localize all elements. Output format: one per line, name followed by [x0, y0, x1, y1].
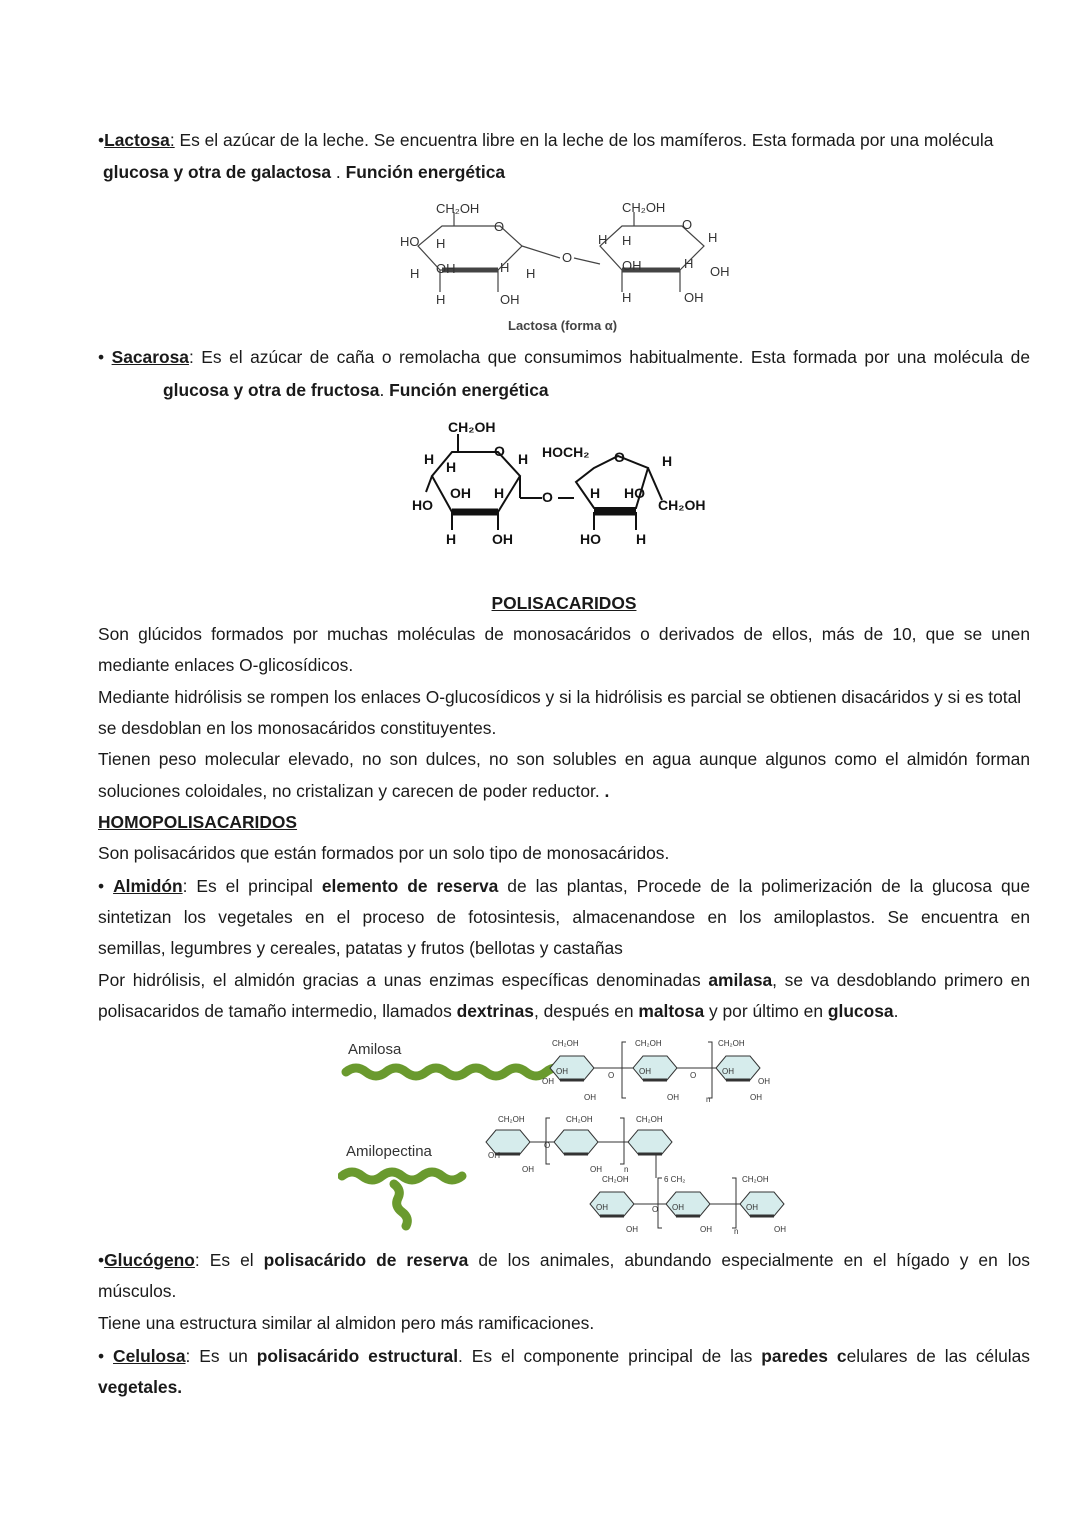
colon: : [169, 130, 175, 150]
colon: : [188, 347, 194, 367]
period: . [604, 781, 610, 801]
lac-oh-4: OH [710, 264, 730, 279]
lactosa-function: Función energética [345, 162, 506, 182]
separator: . [379, 380, 390, 400]
dextrinas: dextrinas [456, 1001, 534, 1021]
lac-ch2oh-1: CH₂OH [436, 201, 480, 216]
sacarosa-text: Es el azúcar de caña o remolacha que consumimos habitualmente. Esta formada por una molécula de [193, 347, 1030, 367]
lactosa-term: Lactosa [104, 130, 170, 150]
almidon-line-3: semillas, legumbres y cereales, patatas y frutos (bellotas y castañas [98, 938, 623, 958]
am-oh-1: OH [556, 1067, 568, 1076]
lac-o-bridge: O [562, 250, 573, 265]
almidon-line-5 [98, 996, 1030, 1027]
celulosa-term: Celulosa [113, 1346, 186, 1366]
sacarosa-function: Función energética [389, 380, 549, 400]
polisacaridos-p2-l2: se desdoblan en los monosacáridos constituyentes. [98, 718, 497, 738]
lac-oh-5: OH [684, 290, 704, 305]
lac-h-4: H [526, 266, 536, 281]
homopolisacaridos-intro: Son polisacáridos que están formados por un solo tipo de monosacáridos. [98, 843, 670, 863]
lactose-structure [390, 194, 750, 340]
text: : Es el principal [182, 876, 322, 896]
ap-oh-6: OH [746, 1203, 758, 1212]
text: elulares de las células [846, 1346, 1030, 1366]
am-oh-6: OH [667, 1093, 679, 1102]
ap-n-2: n [734, 1227, 739, 1236]
bullet: • [98, 1346, 105, 1366]
ap-o-2: O [652, 1205, 659, 1214]
sac-h-8: H [636, 531, 647, 547]
bullet: • [98, 1250, 105, 1270]
sacarosa-line-2 [163, 375, 1080, 406]
am-oh-2: OH [639, 1067, 651, 1076]
lac-oh-1: OH [436, 261, 456, 276]
sucrose-structure [408, 412, 718, 552]
ap-o-1: O [544, 1141, 551, 1150]
text: de las plantas, Procede de la polimerización de la glucosa que [498, 876, 1030, 896]
amilopectina-helix [342, 1172, 462, 1226]
text: polisacaridos de tamaño intermedio, llamados [98, 1001, 457, 1021]
amilosa-helix [346, 1068, 566, 1076]
starch-figure [338, 1034, 808, 1238]
lactosa-line-2 [103, 157, 1035, 188]
lac-oh-3: OH [622, 258, 642, 273]
maltosa: maltosa [638, 1001, 705, 1021]
lac-o-2: O [682, 217, 693, 232]
lac-h-1: H [436, 236, 446, 251]
glucogeno-line-1 [98, 1245, 1030, 1276]
homopolisacaridos-heading-wrap [98, 807, 1030, 838]
polisacaridos-p1-l1: Son glúcidos formados por muchas moléculas de monosacáridos o derivados de ellos, más de 10, que se unen [98, 624, 1030, 644]
ap-oh-3: OH [590, 1165, 602, 1174]
sac-o-1: O [494, 443, 505, 459]
ap-oh-5: OH [672, 1203, 684, 1212]
almidon-line-1 [98, 871, 1030, 902]
am-oh-3: OH [722, 1067, 734, 1076]
am-n: n [706, 1095, 711, 1104]
am-o-1: O [608, 1071, 615, 1080]
text: , se va desdoblando primero en [772, 970, 1031, 990]
lac-h-10: H [622, 290, 632, 305]
am-o-2: O [690, 1071, 697, 1080]
polisacaridos-p1-l2: mediante enlaces O-glicosídicos. [98, 655, 354, 675]
lac-ho-1: HO [400, 234, 420, 249]
ap-oh-4: OH [596, 1203, 608, 1212]
text: , después en [533, 1001, 639, 1021]
sac-hoch2: HOCH₂ [542, 444, 590, 460]
sac-h-6: H [662, 453, 673, 469]
vegetales: vegetales. [98, 1377, 183, 1397]
sac-h-1: H [424, 451, 435, 467]
sac-oh-1: OH [450, 485, 471, 501]
glucogeno-term: Glucógeno [104, 1250, 195, 1270]
text: : Es un [185, 1346, 257, 1366]
homopolisacaridos-heading: HOMOPOLISACARIDOS [98, 812, 298, 832]
ap-ch2oh-1: CH₂OH [498, 1115, 525, 1124]
almidon-line-2: sintetizan los vegetales en el proceso de fotosintesis, almacenandose en los amiloplastos. Se encuentra en [98, 907, 1030, 927]
am-ch2oh-3: CH₂OH [718, 1039, 745, 1048]
lactosa-text: Es el azúcar de la leche. Se encuentra libre en la leche de los mamíferos. Esta formada por una molécula [174, 130, 994, 150]
ap-oh-1: OH [488, 1151, 500, 1160]
polisacaridos-p3-l2 [98, 776, 1030, 807]
text: : Es el [194, 1250, 264, 1270]
am-oh-4: OH [542, 1077, 554, 1086]
lac-h-7: H [622, 233, 632, 248]
celulosa-line-2 [98, 1372, 1030, 1403]
bullet: • [98, 347, 105, 367]
sac-oh-2: OH [492, 531, 513, 547]
ap-oh-7: OH [626, 1225, 638, 1234]
lac-ch2oh-2: CH₂OH [622, 200, 666, 215]
am-oh-7: OH [750, 1093, 762, 1102]
polisacaridos-p2-l1: Mediante hidrólisis se rompen los enlaces O-glucosídicos y si la hidrólisis es parcial se obtienen disacáridos y si es total [98, 687, 1022, 707]
paredes: paredes c [761, 1346, 847, 1366]
ap-oh-9: OH [774, 1225, 786, 1234]
ap-ch2oh-2: CH₂OH [566, 1115, 593, 1124]
sac-o-bridge: O [542, 489, 553, 505]
sac-ch2oh-2: CH₂OH [658, 497, 706, 513]
sac-o-2: O [614, 449, 625, 465]
sac-h-4: H [494, 485, 505, 501]
lac-h-5: H [436, 292, 446, 307]
sacarosa-composition: glucosa y otra de fructosa [163, 380, 380, 400]
lac-h-6: H [598, 232, 608, 247]
bullet: • [98, 876, 105, 896]
am-oh-5: OH [584, 1093, 596, 1102]
am-ch2oh-1: CH₂OH [552, 1039, 579, 1048]
polisacaridos-p3-l1: Tienen peso molecular elevado, no son dulces, no son solubles en agua aunque algunos como el almidón forman [98, 749, 1030, 769]
sac-h-2: H [446, 459, 457, 475]
ap-oh-2: OH [522, 1165, 534, 1174]
sac-h-3: H [518, 451, 529, 467]
glucosa: glucosa [827, 1001, 894, 1021]
sac-ch2oh: CH₂OH [448, 419, 496, 435]
celulosa-line-1 [98, 1341, 1030, 1372]
ap-6ch2: 6 CH₂ [664, 1175, 686, 1184]
amilopectina-label: Amilopectina [346, 1143, 432, 1160]
lac-h-3: H [500, 260, 510, 275]
lac-o-1: O [494, 219, 505, 234]
lac-h-8: H [708, 230, 718, 245]
period: . [893, 1001, 899, 1021]
sac-ho-1: HO [412, 497, 433, 513]
lac-oh-2: OH [500, 292, 520, 307]
ap-ch2oh-5: CH₂OH [742, 1175, 769, 1184]
sac-ho-3: HO [580, 531, 601, 547]
lac-h-9: H [684, 256, 694, 271]
text: . Es el componente principal de las [458, 1346, 762, 1366]
polisacaridos-p3-text: soluciones coloidales, no cristalizan y carecen de poder reductor. [98, 781, 605, 801]
sac-h-7: H [590, 485, 601, 501]
almidon-line-4 [98, 965, 1030, 996]
polisacaridos-heading: POLISACARIDOS [491, 593, 637, 613]
polisacaridos-heading-wrap [98, 588, 1030, 619]
almidon-term: Almidón [113, 876, 183, 896]
lactosa-line-1 [98, 125, 1030, 156]
almidon-reserve: elemento de reserva [321, 876, 499, 896]
text: Por hidrólisis, el almidón gracias a unas enzimas específicas denominadas [98, 970, 709, 990]
amilasa: amilasa [708, 970, 773, 990]
ap-oh-8: OH [700, 1225, 712, 1234]
ap-n-1: n [624, 1165, 629, 1174]
lactosa-composition: glucosa y otra de galactosa [103, 162, 332, 182]
glucogeno-line-2: músculos. [98, 1281, 177, 1301]
ap-ch2oh-3: CH₂OH [636, 1115, 663, 1124]
ap-ch2oh-4: CH₂OH [602, 1175, 629, 1184]
sacarosa-term: Sacarosa [111, 347, 189, 367]
sacarosa-line-1 [98, 342, 1030, 373]
sac-ho-2: HO [624, 485, 645, 501]
bullet: • [98, 130, 105, 150]
celulosa-structural: polisacárido estructural [256, 1346, 459, 1366]
glucogeno-reserve: polisacárido de reserva [263, 1250, 469, 1270]
lac-h-2: H [410, 266, 420, 281]
am-oh-8: OH [758, 1077, 770, 1086]
am-ch2oh-2: CH₂OH [635, 1039, 662, 1048]
sac-h-5: H [446, 531, 457, 547]
text: de los animales, abundando especialmente en el hígado y en los [468, 1250, 1030, 1270]
lactose-caption: Lactosa (forma α) [508, 318, 618, 333]
glucogeno-line-3: Tiene una estructura similar al almidon pero más ramificaciones. [98, 1313, 595, 1333]
text: y por último en [704, 1001, 828, 1021]
separator: . [331, 162, 346, 182]
amilosa-label: Amilosa [348, 1041, 402, 1058]
